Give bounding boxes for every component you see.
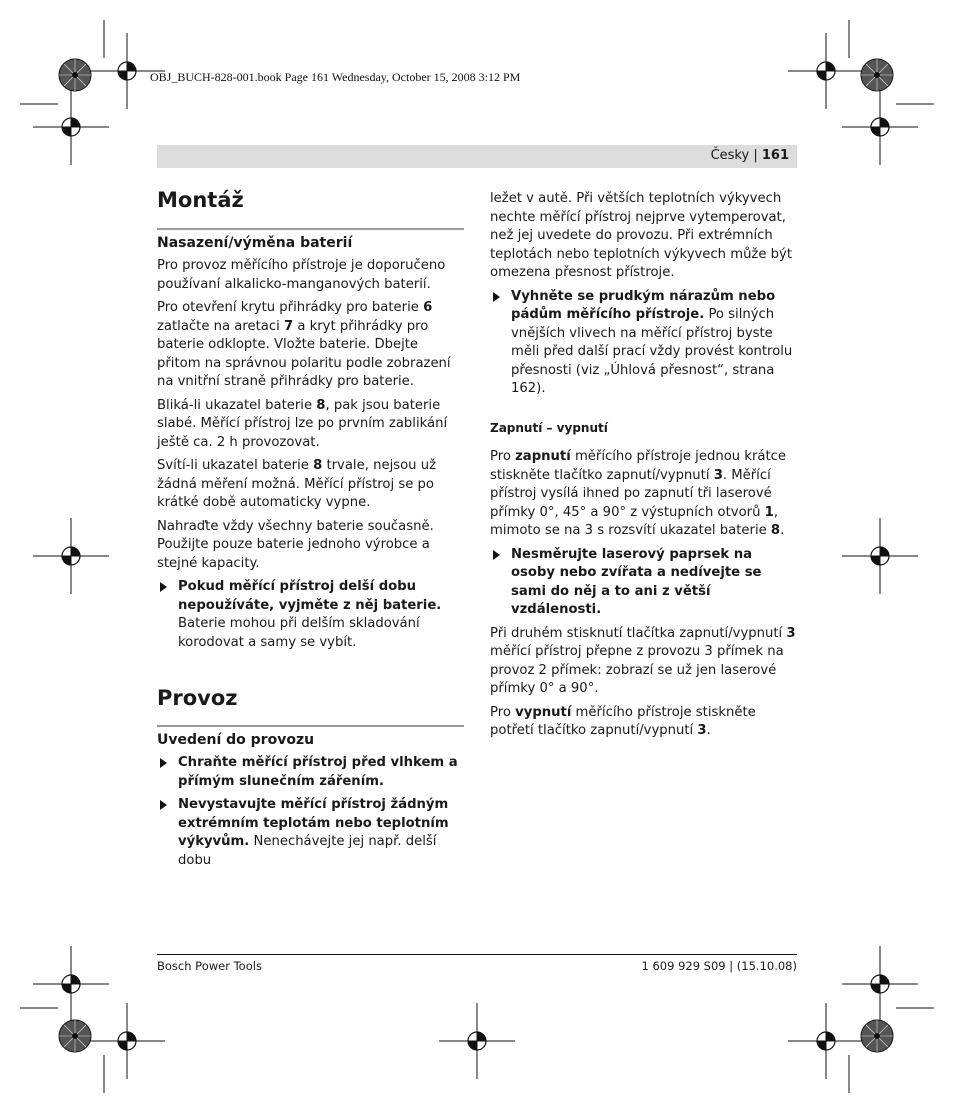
heading-on-off: Zapnutí – vypnutí <box>490 420 608 435</box>
footer-brand: Bosch Power Tools <box>157 959 262 973</box>
file-header: OBJ_BUCH-828-001.book Page 161 Wednesday, October 15, 2008 3:12 PM <box>150 70 521 84</box>
paragraph: ležet v autě. Při větších teplotních výkyvech nechte měřící přístroj nejprve vytemperovat, než jej uvedete do provozu. Při extrémních teplotách nebo teplotních výkyvech může být omezena přesnost přístroje. <box>490 191 792 280</box>
header-separator: | <box>753 148 758 163</box>
bullet-arrow-icon <box>493 292 500 302</box>
warning-bullet: Nevystavujte měřící přístroj žádným extrémním teplotám nebo teplotním výkyvům. Nenechávejte jej např. delší dobu <box>157 796 464 870</box>
paragraph: Nahraďte vždy všechny baterie současně. Použijte pouze baterie jednoho výrobce a stejné kapacity. <box>157 518 434 571</box>
paragraph: Pro vypnutí měřícího přístroje stiskněte potřetí tlačítko zapnutí/vypnutí 3. <box>490 704 756 738</box>
left-column <box>157 187 464 875</box>
heading-provoz: Provoz <box>157 686 238 710</box>
page-header-text <box>711 148 789 163</box>
heading-montaz: Montáž <box>157 188 244 212</box>
paragraph: Pro zapnutí měřícího přístroje jednou krátce stiskněte tlačítko zapnutí/vypnutí 3. Měřící přístroj vysílá ihned po zapnutí tři laserové přímky 0°, 45° a 90° z výstupních otvorů 1, mimoto se na 3 s rozsvítí ukazatel baterie 8. <box>490 449 786 538</box>
heading-start: Uvedení do provozu <box>157 725 464 749</box>
header-page-number: 161 <box>761 148 789 163</box>
bullet-arrow-icon <box>493 550 500 560</box>
header-language: Česky <box>710 148 750 163</box>
footer-doc-number: 1 609 929 S09 | (15.10.08) <box>641 959 797 973</box>
heading-batteries: Nasazení/výměna baterií <box>157 228 464 252</box>
bullet-arrow-icon <box>160 582 167 592</box>
bullet-arrow-icon <box>160 800 167 810</box>
warning-bullet: Vyhněte se prudkým nárazům nebo pádům měřícího přístroje. Po silných vnějších vlivech na měřící přístroj byste měli před další prací vždy provést kontrolu přesnosti (viz „Úhlová přesnost“, strana 162). <box>490 288 797 399</box>
bullet-arrow-icon <box>160 758 167 768</box>
warning-bullet: Chraňte měřící přístroj před vlhkem a přímým slunečním zářením. <box>157 754 464 791</box>
paragraph: Pro provoz měřícího přístroje je doporučeno používaní alkalicko-manganových baterií. <box>157 258 446 292</box>
paragraph: Bliká-li ukazatel baterie 8, pak jsou baterie slabé. Měřící přístroj lze po prvním zablikání ještě ca. 2 h provozovat. <box>157 397 448 450</box>
paragraph: Při druhém stisknutí tlačítka zapnutí/vypnutí 3 měřící přístroj přepne z provozu 3 přímek na provoz 2 přímek: zobrazí se už jen laserové přímky 0° a 90°. <box>490 625 796 696</box>
right-column <box>490 190 797 746</box>
paragraph: Svítí-li ukazatel baterie 8 trvale, nejsou už žádná měření možná. Měřící přístroj se po krátké době automaticky vypne. <box>157 458 437 510</box>
warning-bullet: Pokud měřící přístroj delší dobu nepoužíváte, vyjměte z něj baterie. Baterie mohou při delším skladování korodovat a samy se vybít. <box>157 578 464 652</box>
footer-rule <box>157 954 797 955</box>
warning-bullet: Nesměrujte laserový paprsek na osoby nebo zvířata a nedívejte se sami do něj a to ani z větší vzdálenosti. <box>490 546 797 620</box>
paragraph: Pro otevření krytu přihrádky pro baterie 6 zatlačte na aretaci 7 a kryt přihrádky pro baterie odklopte. Vložte baterie. Dbejte přitom na správnou polaritu podle zobrazení na vnitřní straně přihrádky pro baterie. <box>157 300 451 389</box>
page-header-band <box>157 145 797 168</box>
